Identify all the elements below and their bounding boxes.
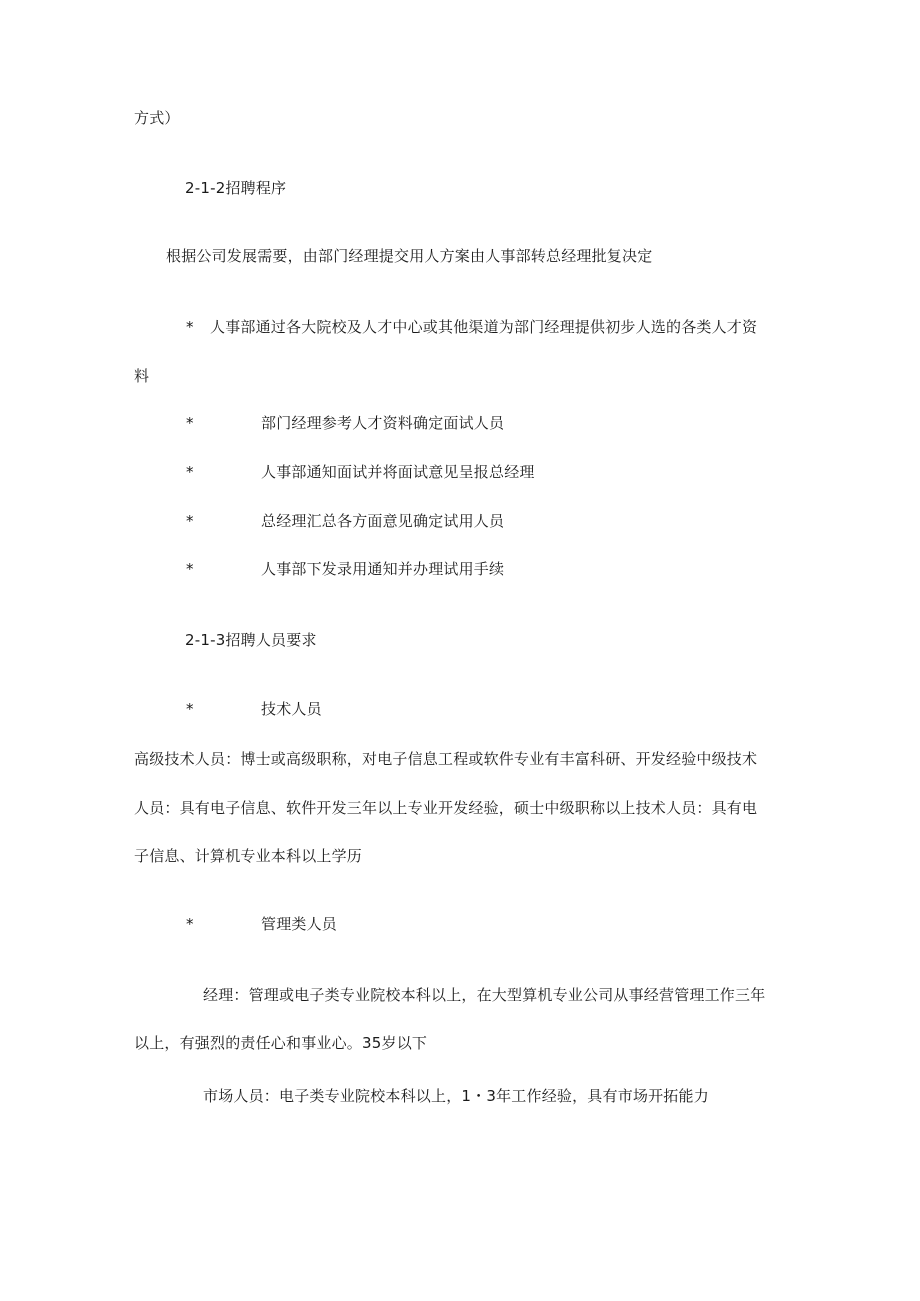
section-heading-2-1-2: 2-1-2招聘程序 [185, 179, 287, 197]
tech-requirements-line-2: 人员：具有电子信息、软件开发三年以上专业开发经验，硕士中级职称以上技术人员：具有电 [134, 799, 758, 817]
bullet-marker: * [186, 560, 194, 578]
bullet-marker: * [186, 414, 194, 432]
manager-requirements-line-2: 以上，有强烈的责任心和事业心。35岁以下 [134, 1034, 428, 1052]
step-2-text: 部门经理参考人才资料确定面试人员 [261, 414, 505, 432]
continuation-text: 方式） [134, 109, 180, 127]
bullet-marker: * [186, 512, 194, 530]
step-4-text: 总经理汇总各方面意见确定试用人员 [261, 512, 505, 530]
tech-requirements-line-3: 子信息、计算机专业本科以上学历 [134, 847, 363, 865]
intro-paragraph: 根据公司发展需要，由部门经理提交用人方案由人事部转总经理批复决定 [166, 247, 653, 265]
bullet-marker: * [186, 915, 194, 933]
manager-requirements-line-1: 经理：管理或电子类专业院校本科以上，在大型算机专业公司从事经营管理工作三年 [203, 986, 766, 1004]
management-staff-label: 管理类人员 [261, 915, 338, 933]
section-heading-2-1-3: 2-1-3招聘人员要求 [185, 631, 317, 649]
step-1-text: 人事部通过各大院校及人才中心或其他渠道为部门经理提供初步人选的各类人才资 [210, 318, 758, 336]
bullet-marker: * [186, 318, 194, 336]
step-3-text: 人事部通知面试并将面试意见呈报总经理 [261, 463, 535, 481]
step-1-continuation: 料 [134, 367, 150, 385]
step-5-text: 人事部下发录用通知并办理试用手续 [261, 560, 505, 578]
bullet-marker: * [186, 700, 194, 718]
tech-staff-label: 技术人员 [261, 700, 322, 718]
tech-requirements-line-1: 高级技术人员：博士或高级职称，对电子信息工程或软件专业有丰富科研、开发经验中级技术 [134, 750, 758, 768]
market-staff-requirements: 市场人员：电子类专业院校本科以上，1・3年工作经验，具有市场开拓能力 [203, 1087, 709, 1105]
bullet-marker: * [186, 463, 194, 481]
